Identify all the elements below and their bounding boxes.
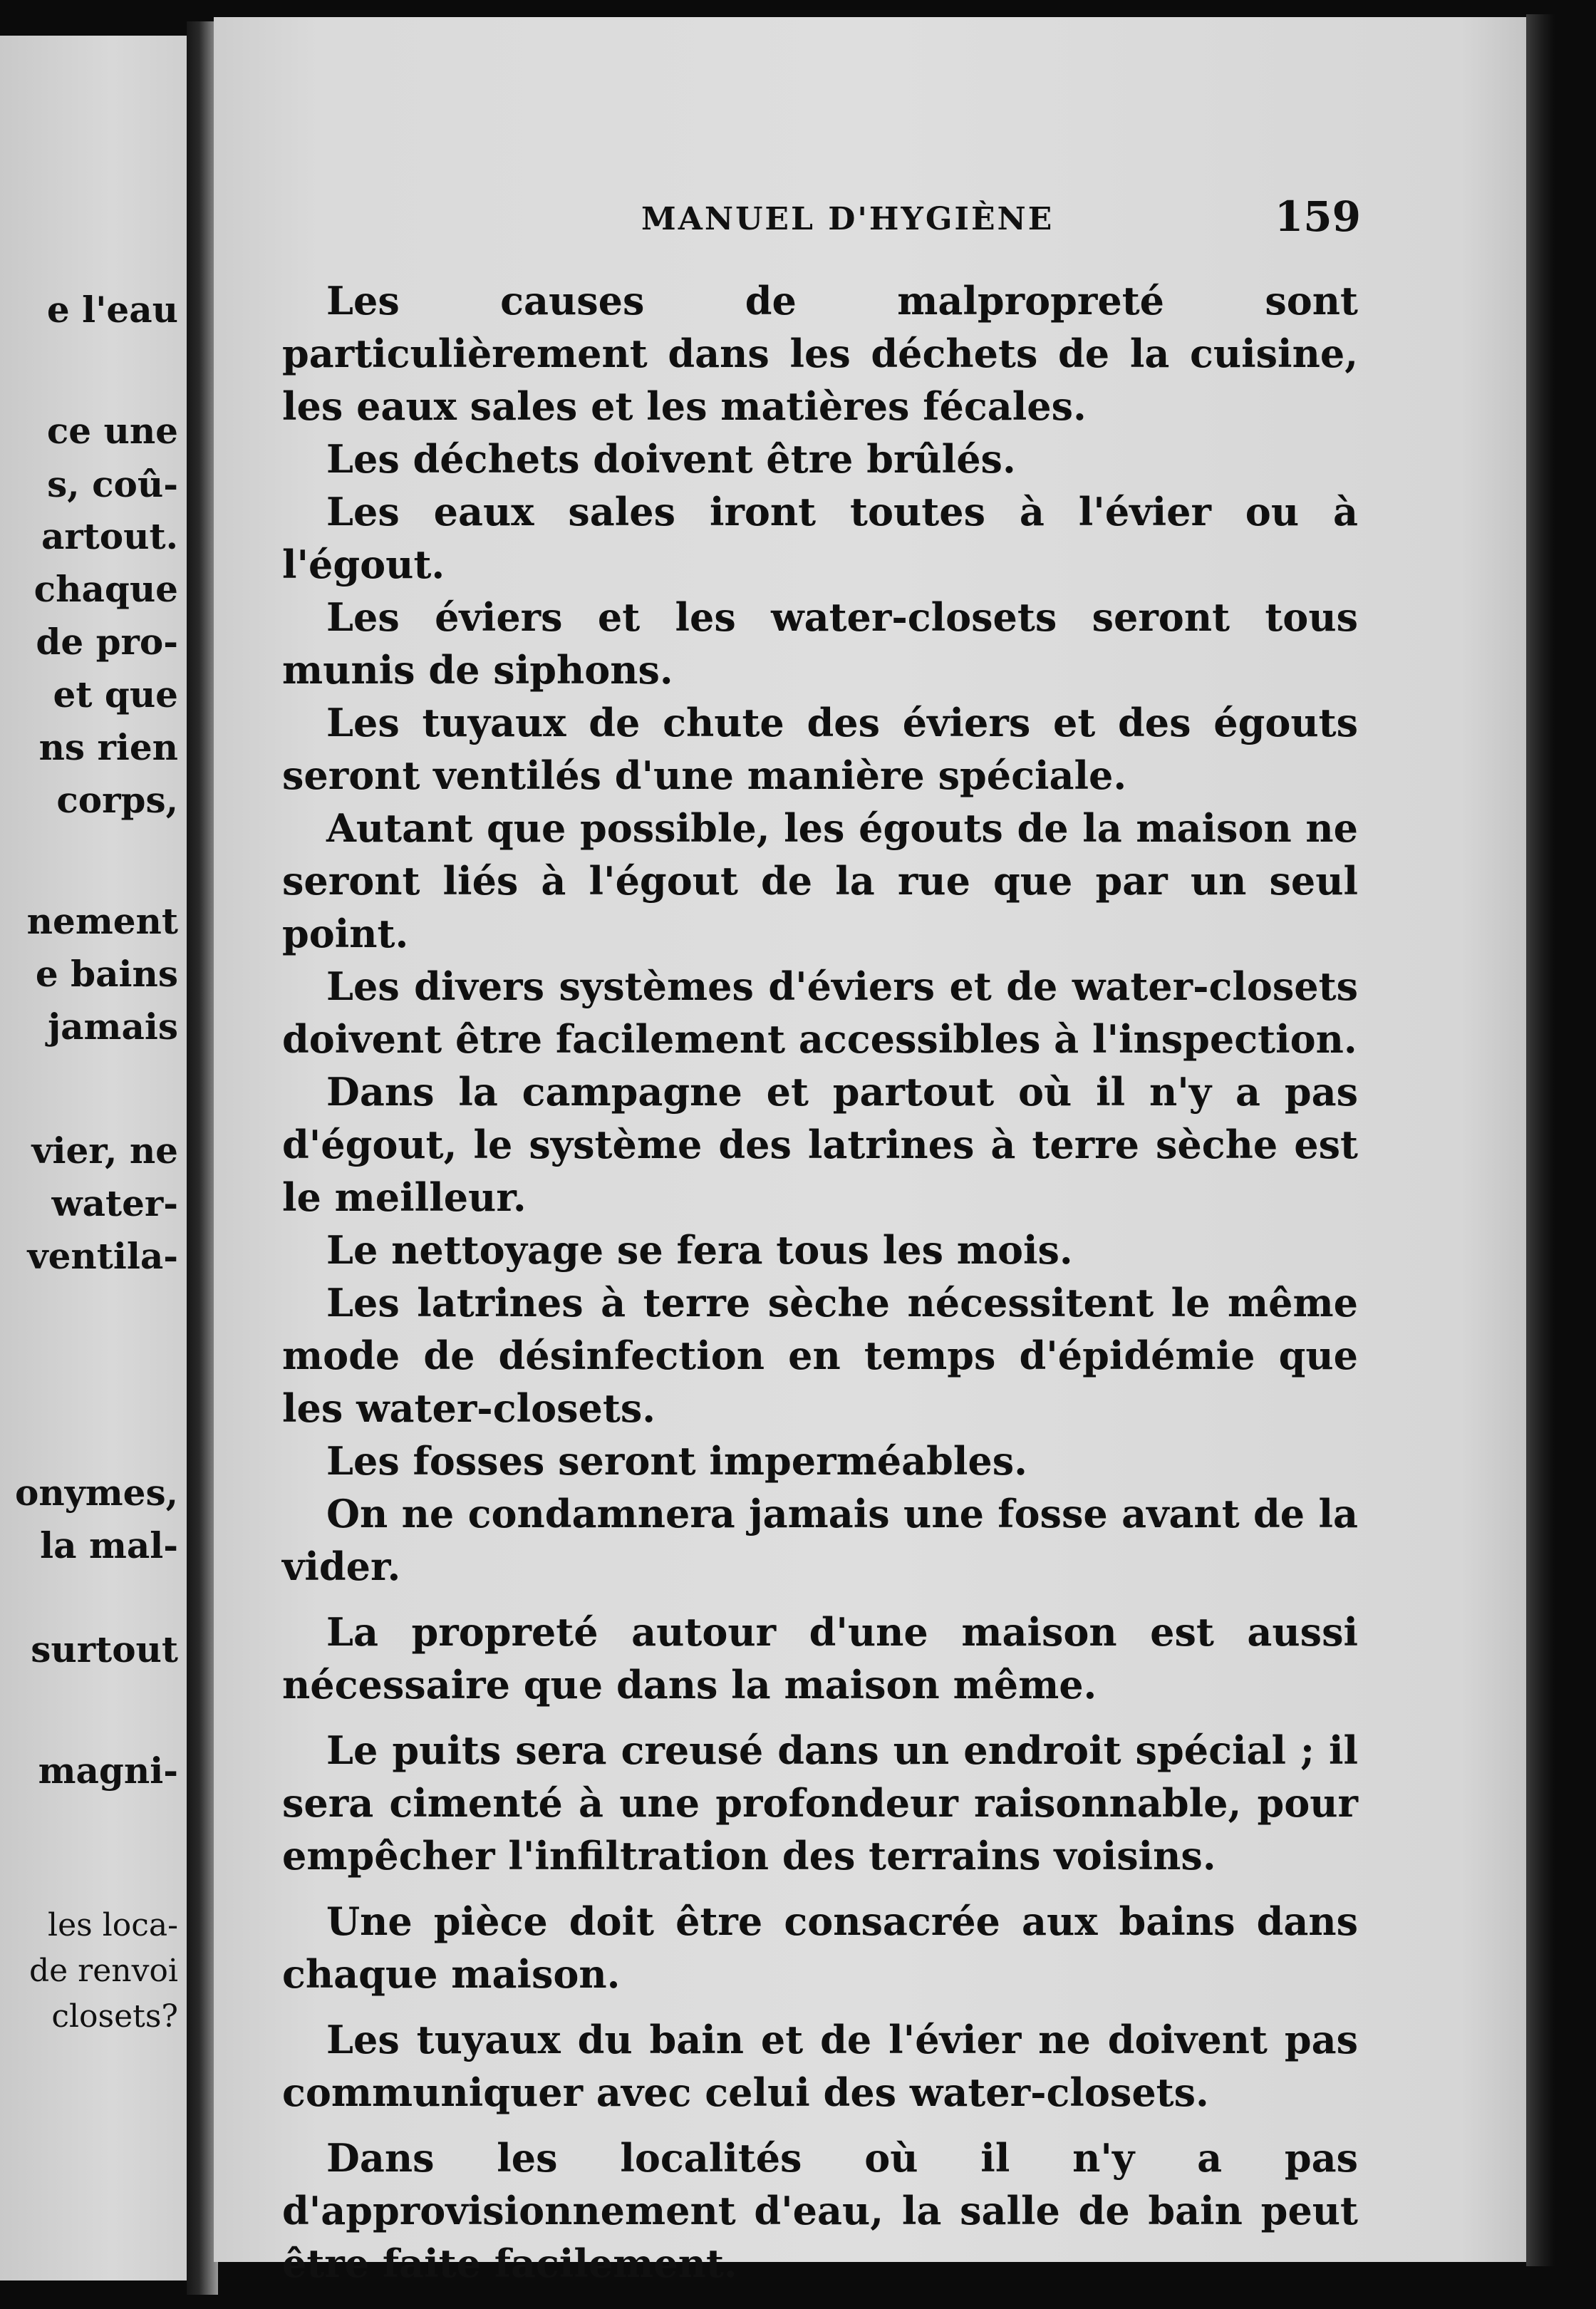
previous-page-strip	[0, 36, 187, 2280]
left-page-fragment: nement	[26, 900, 178, 942]
left-page-fragment: vier, ne	[31, 1130, 178, 1172]
paragraph: Les causes de malpropreté sont particulièrement dans les déchets de la cuisine, les eaux sales et les matières fécales.	[282, 278, 1358, 429]
left-page-fragment: closets?	[51, 1998, 178, 2035]
page-body	[282, 274, 1358, 2290]
left-page-fragment: ce une	[46, 410, 178, 452]
left-page-fragment: ventila-	[27, 1235, 178, 1277]
paragraph: Dans la campagne et partout où il n'y a pas d'égout, le système des latrines à terre sèche est le meilleur.	[282, 1069, 1358, 1220]
left-page-fragment: e l'eau	[46, 289, 178, 331]
paragraph: Les déchets doivent être brûlés.	[326, 436, 1016, 482]
paragraph: Autant que possible, les égouts de la maison ne seront liés à l'égout de la rue que par un seul point.	[282, 805, 1358, 956]
paragraph: La propreté autour d'une maison est aussi nécessaire que dans la maison même.	[282, 1609, 1358, 1708]
left-page-fragment: e bains	[35, 953, 178, 995]
left-page-fragment: water-	[51, 1182, 178, 1224]
left-page-fragment: ns rien	[38, 726, 178, 768]
left-page-fragment: surtout	[31, 1628, 178, 1670]
paragraph: Les fosses seront imperméables.	[326, 1438, 1027, 1484]
running-title: MANUEL D'HYGIÈNE	[641, 201, 1054, 237]
left-page-fragment: corps,	[56, 779, 178, 821]
paragraph: Une pièce doit être consacrée aux bains dans chaque maison.	[282, 1899, 1358, 1997]
paragraph: Les latrines à terre sèche nécessitent le même mode de désinfection en temps d'épidémie que les water-closets.	[282, 1280, 1358, 1431]
paragraph: Les divers systèmes d'éviers et de water-closets doivent être facilement accessibles à l'inspection.	[282, 964, 1358, 1062]
paragraph: Le puits sera creusé dans un endroit spécial ; il sera cimenté à une profondeur raisonnable, pour empêcher l'infiltration des terrains voisins.	[282, 1727, 1358, 1879]
left-page-fragment: de renvoi	[28, 1953, 178, 1989]
paragraph: Les tuyaux de chute des éviers et des égouts seront ventilés d'une manière spéciale.	[282, 700, 1358, 798]
paragraph: Dans les localités où il n'y a pas d'approvisionnement d'eau, la salle de bain peut être faite facilement.	[282, 2135, 1358, 2286]
page-number: 159	[1274, 192, 1361, 241]
paragraph: Le nettoyage se fera tous les mois.	[326, 1227, 1073, 1273]
left-page-fragment: de pro-	[36, 621, 178, 663]
paragraph: Les éviers et les water-closets seront tous munis de siphons.	[282, 594, 1358, 693]
left-page-fragment: onymes,	[14, 1472, 178, 1514]
left-page-fragment: chaque	[33, 568, 178, 610]
left-page-fragment: artout.	[41, 515, 178, 557]
paragraph: Les tuyaux du bain et de l'évier ne doivent pas communiquer avec celui des water-closets.	[282, 2017, 1358, 2115]
page-header	[428, 192, 1368, 242]
left-page-fragment: les loca-	[48, 1907, 178, 1943]
left-page-fragment: s, coû-	[47, 463, 178, 505]
left-page-fragment: magni-	[38, 1750, 178, 1792]
paragraph: Les eaux sales iront toutes à l'évier ou à l'égout.	[282, 489, 1358, 587]
left-page-fragment: jamais	[48, 1006, 178, 1048]
left-page-fragment: et que	[53, 673, 178, 716]
paragraph: On ne condamnera jamais une fosse avant de la vider.	[282, 1491, 1358, 1589]
left-page-fragment: la mal-	[40, 1524, 178, 1566]
page-edge-shadow	[1526, 14, 1555, 2266]
